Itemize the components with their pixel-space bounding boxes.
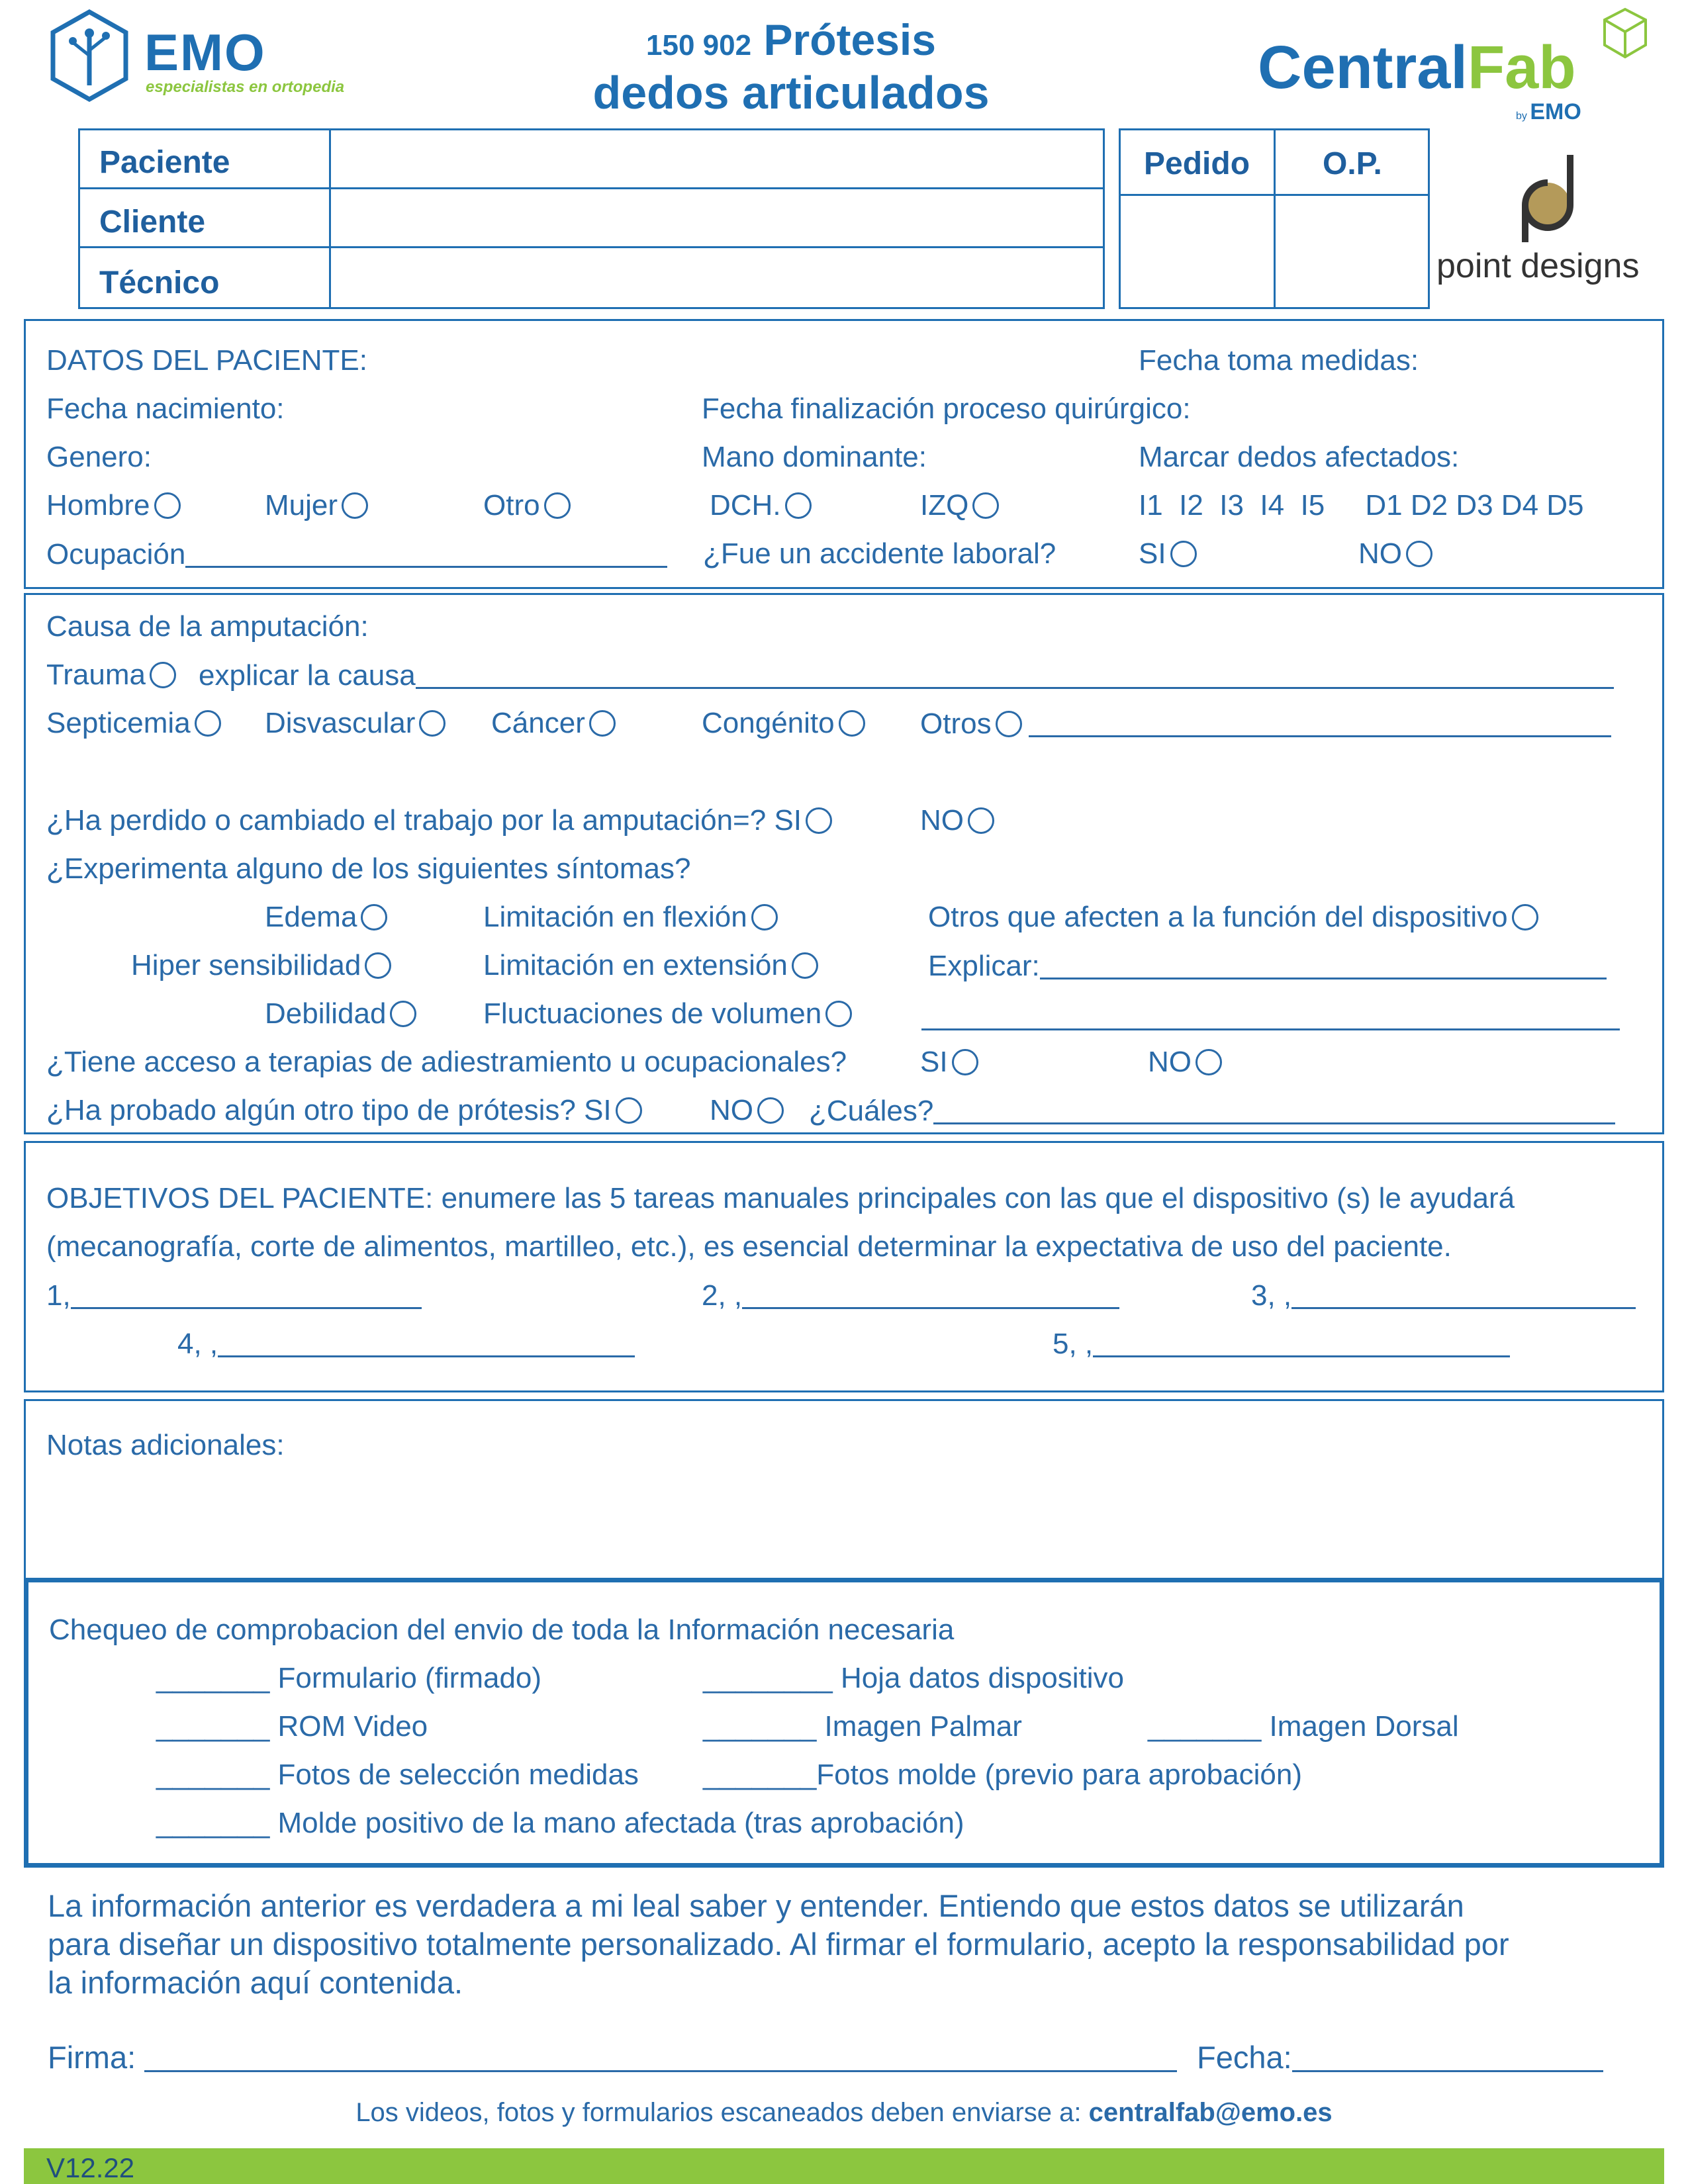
fecha-fin-label: Fecha finalización proceso quirúrgico:	[702, 392, 1191, 425]
check-hoja[interactable]: ________ Hoja datos dispositivo	[703, 1662, 1125, 1694]
terapias-no-radio[interactable]	[1196, 1049, 1222, 1075]
firma-input[interactable]	[144, 2044, 1177, 2072]
cuales-field: ¿Cuáles?	[809, 1096, 1615, 1126]
notas-heading: Notas adicionales:	[46, 1429, 285, 1461]
pedido-input[interactable]	[1119, 194, 1276, 309]
check-rom[interactable]: _______ ROM Video	[156, 1710, 428, 1743]
protesis-si-radio[interactable]	[616, 1097, 642, 1124]
notes-section[interactable]	[24, 1399, 1664, 1582]
explicar2-line2-input[interactable]	[921, 1002, 1620, 1030]
objetivos-line1: OBJETIVOS DEL PACIENTE: enumere las 5 tareas manuales principales con las que el dispositivo (s) le ayudará	[46, 1182, 1515, 1214]
ocupacion-field: Ocupación	[46, 539, 667, 569]
mano-label: Mano dominante:	[702, 441, 927, 473]
pedido-label: Pedido	[1144, 146, 1250, 181]
objetivo-3: 3, ,	[1251, 1281, 1636, 1310]
edema-option: Edema	[265, 903, 387, 932]
centralfab-text: Central	[1258, 34, 1468, 101]
fecha-input[interactable]	[1292, 2044, 1603, 2072]
check-palmar[interactable]: _______ Imagen Palmar	[703, 1710, 1022, 1743]
point-designs-text: point designs	[1436, 247, 1640, 285]
check-fotos-molde[interactable]: _______Fotos molde (previo para aprobación)	[703, 1758, 1303, 1791]
septicemia-option: Septicemia	[46, 709, 221, 738]
fecha-field: Fecha:	[1197, 2042, 1603, 2073]
objetivo-3-input[interactable]	[1291, 1281, 1636, 1309]
form-title-line2: dedos articulados	[592, 67, 990, 118]
debilidad-option: Debilidad	[265, 999, 416, 1028]
accidente-no-option: NO	[1358, 539, 1432, 569]
dedos-selector[interactable]: I1 I2 I3 I4 I5 D1 D2 D3 D4 D5	[1139, 489, 1584, 522]
hombre-radio[interactable]	[154, 492, 181, 519]
point-designs-logo	[1436, 152, 1662, 291]
protesis-no-radio[interactable]	[757, 1097, 784, 1124]
protesis-question: ¿Ha probado algún otro tipo de prótesis? SI	[46, 1096, 642, 1125]
trabajo-no-option: NO	[920, 806, 994, 835]
trabajo-si-radio[interactable]	[806, 807, 832, 834]
septicemia-radio[interactable]	[195, 710, 221, 737]
footer-email-link[interactable]: centralfab@emo.es	[1088, 2098, 1333, 2127]
otros-option: Otros	[920, 709, 1611, 739]
izq-option: IZQ	[920, 491, 999, 520]
cancer-option: Cáncer	[491, 709, 616, 738]
emo-tagline: especialistas en ortopedia	[146, 78, 345, 96]
tecnico-label: Técnico	[99, 265, 220, 300]
otros-radio[interactable]	[996, 711, 1022, 737]
izq-radio[interactable]	[972, 492, 999, 519]
centralfab-accent: Fab	[1467, 34, 1576, 101]
terapias-no-option: NO	[1148, 1048, 1222, 1077]
lim-ext-radio[interactable]	[792, 952, 818, 979]
otros-input[interactable]	[1029, 709, 1611, 737]
objetivo-1: 1,	[46, 1281, 422, 1310]
trauma-radio[interactable]	[150, 662, 176, 688]
terapias-si-option: SI	[920, 1048, 978, 1077]
objetivo-5: 5, ,	[1053, 1329, 1510, 1359]
by-emo-label: EMO	[1530, 99, 1581, 124]
ocupacion-input[interactable]	[185, 539, 667, 568]
form-title-line1: Prótesis	[763, 15, 936, 64]
fecha-toma-label: Fecha toma medidas:	[1139, 344, 1419, 377]
debilidad-radio[interactable]	[390, 1001, 416, 1027]
check-fotos-sel[interactable]: _______ Fotos de selección medidas	[156, 1758, 639, 1791]
footer-note: Los videos, fotos y formularios escaneados deben enviarse a: centralfab@emo.es	[355, 2098, 1333, 2127]
op-label: O.P.	[1323, 146, 1382, 181]
cube-icon	[1602, 7, 1648, 60]
objetivo-1-input[interactable]	[71, 1281, 422, 1309]
paciente-label: Paciente	[99, 145, 230, 180]
hombre-option: Hombre	[46, 491, 181, 520]
declaration-line1: La información anterior es verdadera a mi leal saber y entender. Entiendo que estos datos se utilizarán	[48, 1888, 1464, 1923]
tecnico-input[interactable]	[329, 246, 1105, 309]
checklist-heading: Chequeo de comprobacion del envio de toda la Información necesaria	[49, 1614, 955, 1646]
pd-icon	[1516, 152, 1589, 245]
emo-tree-icon	[46, 9, 132, 102]
cliente-input[interactable]	[329, 187, 1105, 248]
accidente-no-radio[interactable]	[1406, 541, 1432, 567]
explicar2-field: Explicar:	[928, 951, 1607, 981]
sintomas-question: ¿Experimenta alguno de los siguientes síntomas?	[46, 852, 691, 885]
objetivo-2: 2, ,	[702, 1281, 1119, 1310]
objetivo-2-input[interactable]	[742, 1281, 1119, 1309]
emo-logo	[46, 9, 345, 102]
check-formulario[interactable]: _______ Formulario (firmado)	[156, 1662, 542, 1694]
otros-func-option: Otros que afecten a la función del dispositivo	[928, 903, 1538, 932]
explicar2-input[interactable]	[1040, 951, 1607, 979]
hiper-option: Hiper sensibilidad	[131, 951, 391, 980]
version-bar	[24, 2148, 1664, 2184]
cancer-radio[interactable]	[589, 710, 616, 737]
mujer-option: Mujer	[265, 491, 368, 520]
mujer-radio[interactable]	[342, 492, 368, 519]
paciente-input[interactable]	[329, 128, 1105, 189]
hiper-radio[interactable]	[365, 952, 391, 979]
marcar-label: Marcar dedos afectados:	[1139, 441, 1460, 473]
accidente-si-option: SI	[1139, 539, 1197, 569]
explicar-causa-input[interactable]	[416, 660, 1614, 689]
protesis-no-option: NO	[710, 1096, 784, 1125]
objetivos-line2: (mecanografía, corte de alimentos, martilleo, etc.), es esencial determinar la expectativa de uso del paciente.	[46, 1230, 1452, 1263]
causa-heading: Causa de la amputación:	[46, 610, 369, 643]
trauma-option: Trauma	[46, 660, 176, 690]
terapias-question: ¿Tiene acceso a terapias de adiestramiento u ocupacionales?	[46, 1046, 847, 1078]
otro-option: Otro	[483, 491, 571, 520]
form-code: 150 902	[646, 29, 752, 62]
edema-radio[interactable]	[361, 904, 387, 931]
fluct-option: Fluctuaciones de volumen	[483, 999, 852, 1028]
trabajo-no-radio[interactable]	[968, 807, 994, 834]
genero-label: Genero:	[46, 441, 152, 473]
disvascular-option: Disvascular	[265, 709, 445, 738]
declaration-line2: para diseñar un dispositivo totalmente personalizado. Al firmar el formulario, acepto la responsabilidad por	[48, 1927, 1509, 1962]
lim-ext-option: Limitación en extensión	[483, 951, 818, 980]
objetivo-4-input[interactable]	[218, 1329, 635, 1357]
lim-flex-radio[interactable]	[751, 904, 778, 931]
objetivo-5-input[interactable]	[1093, 1329, 1510, 1357]
dch-option: DCH.	[710, 491, 812, 520]
fluct-radio[interactable]	[825, 1001, 852, 1027]
terapias-si-radio[interactable]	[952, 1049, 978, 1075]
firma-field: Firma:	[48, 2042, 1177, 2073]
fecha-nac-label: Fecha nacimiento:	[46, 392, 285, 425]
congenito-option: Congénito	[702, 709, 865, 738]
op-input[interactable]	[1274, 194, 1430, 309]
dch-radio[interactable]	[785, 492, 812, 519]
version-label: V12.22	[46, 2152, 135, 2183]
declaration-line3: la información aquí contenida.	[48, 1965, 463, 2000]
accidente-label: ¿Fue un accidente laboral?	[703, 537, 1056, 570]
cuales-input[interactable]	[933, 1096, 1615, 1124]
lim-flex-option: Limitación en flexión	[483, 903, 778, 932]
by-label: by	[1516, 111, 1527, 122]
cliente-label: Cliente	[99, 205, 206, 240]
centralfab-logo	[1258, 7, 1655, 126]
accidente-si-radio[interactable]	[1170, 541, 1197, 567]
congenito-radio[interactable]	[839, 710, 865, 737]
trabajo-question: ¿Ha perdido o cambiado el trabajo por la amputación=? SI	[46, 806, 832, 835]
form-code-title	[583, 15, 1000, 65]
disvascular-radio[interactable]	[419, 710, 445, 737]
otro-radio[interactable]	[544, 492, 571, 519]
check-molde-pos[interactable]: _______ Molde positivo de la mano afectada (tras aprobación)	[156, 1807, 964, 1839]
otros-func-radio[interactable]	[1512, 904, 1538, 931]
emo-logo-text: EMO	[144, 23, 266, 81]
datos-heading: DATOS DEL PACIENTE:	[46, 344, 367, 377]
explicar-causa-field: explicar la causa	[199, 660, 1614, 690]
objetivo-4: 4, ,	[177, 1329, 635, 1359]
check-dorsal[interactable]: _______ Imagen Dorsal	[1148, 1710, 1459, 1743]
